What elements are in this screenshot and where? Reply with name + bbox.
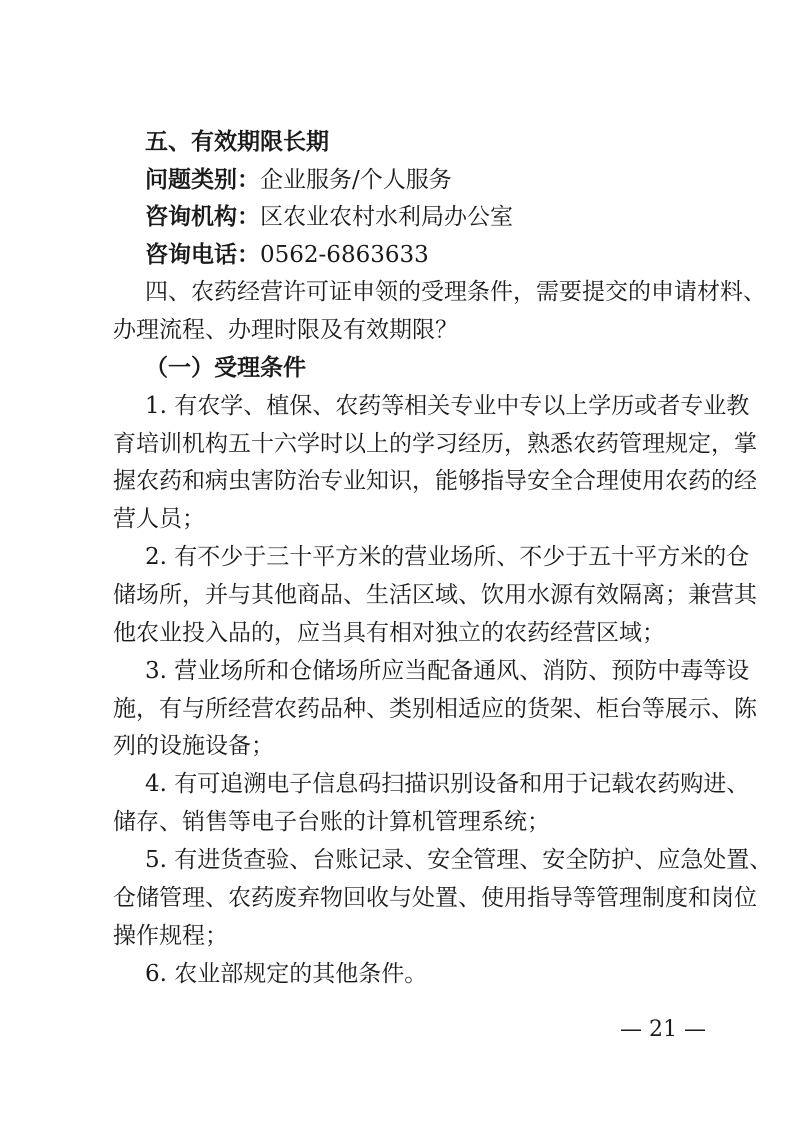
subheading: （一）受理条件 [145, 354, 306, 381]
condition-line: 营人员； [113, 506, 205, 532]
question-line: 办理流程、办理时限及有效期限？ [113, 317, 458, 343]
condition-line: 仓储管理、农药废弃物回收与处置、使用指导等管理制度和岗位 [113, 885, 757, 911]
page-number: — 21 — [620, 1017, 706, 1042]
info-phone [145, 236, 680, 274]
condition-line: 储存、销售等电子台账的计算机管理系统； [113, 809, 550, 835]
condition-line: 储场所，并与其他商品、生活区域、饮用水源有效隔离；兼营其 [113, 582, 757, 608]
question-line: 四、农药经营许可证申领的受理条件，需要提交的申请材料、 [145, 279, 766, 305]
condition-line: 4. 有可追溯电子信息码扫描识别设备和用于记载农药购进、 [145, 771, 750, 797]
info-label: 问题类别： [145, 166, 260, 193]
section5-heading: 五、有效期限长期 [145, 128, 329, 155]
condition-line: 5. 有进货查验、台账记录、安全管理、安全防护、应急处置、 [145, 847, 773, 873]
condition-line: 育培训机构五十六学时以上的学习经历，熟悉农药管理规定，掌 [113, 431, 757, 457]
info-value: 企业服务/个人服务 [260, 167, 452, 193]
condition-line: 1. 有农学、植保、农药等相关专业中专以上学历或者专业教 [145, 393, 750, 419]
info-value: 区农业农村水利局办公室 [260, 204, 513, 230]
condition-line: 6. 农业部规定的其他条件。 [145, 961, 428, 987]
info-category [145, 161, 680, 199]
condition-line: 握农药和病虫害防治专业知识，能够指导安全合理使用农药的经 [113, 468, 757, 494]
info-label: 咨询电话： [145, 241, 260, 268]
info-agency [145, 198, 680, 236]
condition-line: 操作规程； [113, 923, 228, 949]
condition-line: 他农业投入品的，应当具有相对独立的农药经营区域； [113, 620, 665, 646]
condition-line: 列的设施设备； [113, 733, 274, 759]
condition-line: 施，有与所经营农药品种、类别相适应的货架、柜台等展示、陈 [113, 696, 757, 722]
condition-line: 3. 营业场所和仓储场所应当配备通风、消防、预防中毒等设 [145, 658, 750, 684]
condition-line: 2. 有不少于三十平方米的营业场所、不少于五十平方米的仓 [145, 544, 750, 570]
info-label: 咨询机构： [145, 203, 260, 230]
info-value: 0562-6863633 [260, 242, 429, 268]
